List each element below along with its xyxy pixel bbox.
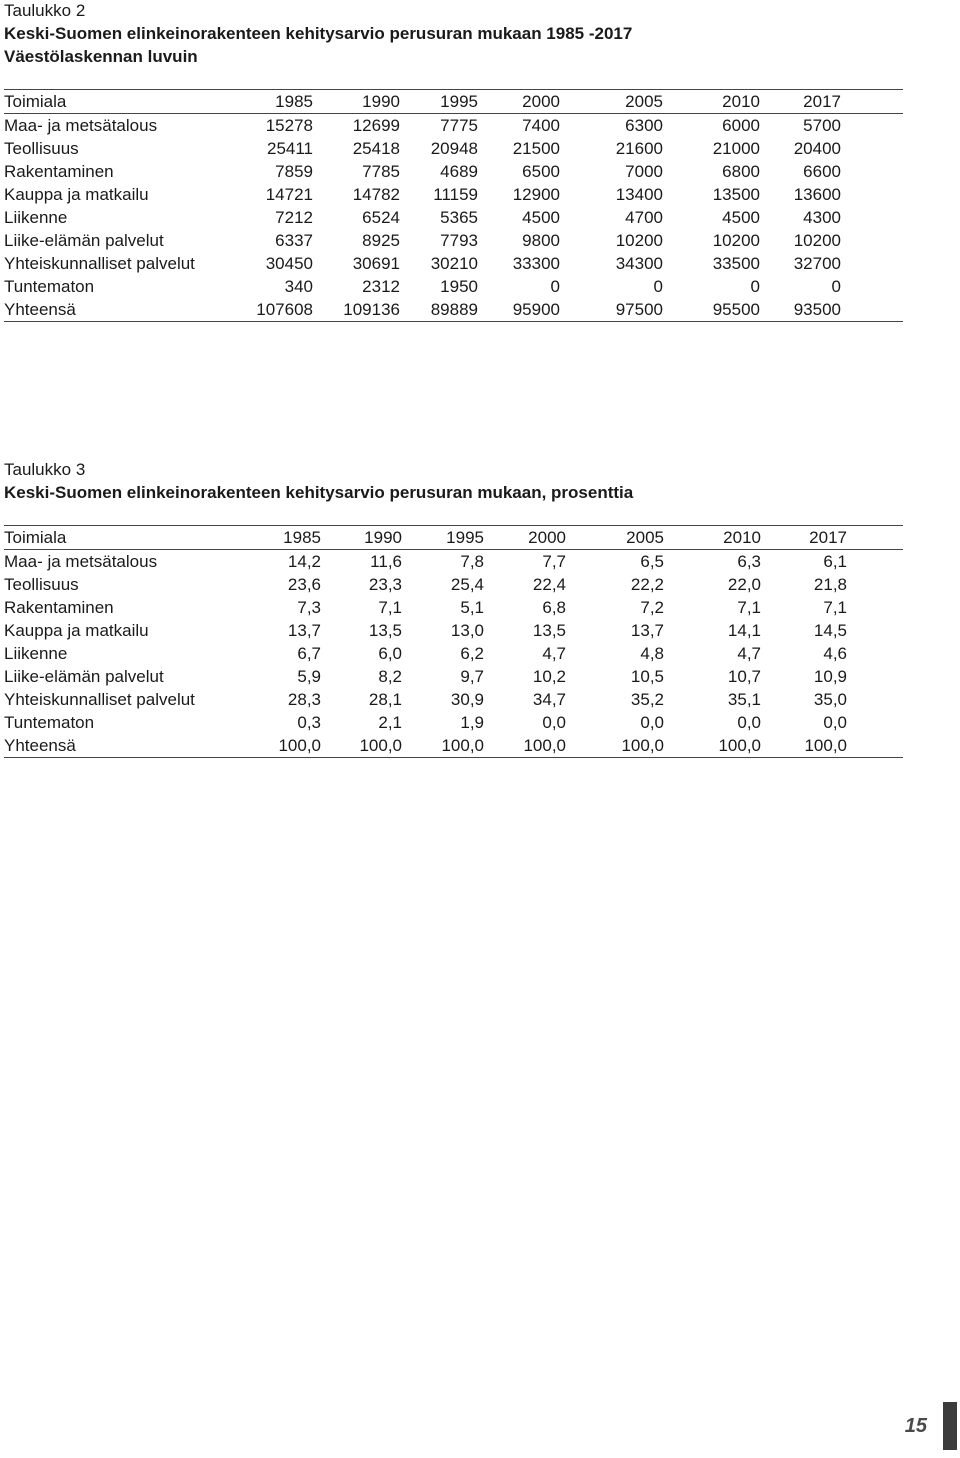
table-cell: 35,1 [727,690,761,709]
table-cell: 95900 [478,298,560,322]
column-header-year: 2005 [566,526,664,550]
row-label: Liikenne [4,208,68,227]
table-cell: 7000 [625,162,663,181]
table-cell: 100,0 [484,734,566,758]
row-label: Teollisuus [4,139,79,158]
table-cell: 30450 [265,254,313,273]
row-label: Tuntematon [4,713,95,732]
table-cell: 6,7 [297,644,321,663]
table-row [4,550,903,574]
table-cell: 6,0 [378,644,402,663]
table-cell: 11159 [433,185,478,204]
table-cell: 22,0 [727,575,761,594]
table2-subtitle: Väestölaskennan luvuin [4,47,198,66]
table-cell: 30210 [430,254,478,273]
table-cell: 340 [284,277,313,296]
row-spacer [841,160,903,183]
table-cell: 33300 [512,254,560,273]
table-cell: 4,8 [640,644,664,663]
table-cell: 14,5 [813,621,847,640]
column-header-year: 2010 [663,90,760,114]
table-cell: 9,7 [460,667,484,686]
table-cell: 23,3 [368,575,402,594]
row-spacer [847,688,903,711]
table-cell: 22,2 [630,575,664,594]
table-row [4,711,903,734]
table-cell: 23,6 [287,575,321,594]
row-label: Tuntematon [4,277,95,296]
table-cell: 2,1 [378,713,402,732]
table-cell: 35,2 [630,690,664,709]
table-cell: 5700 [803,116,841,135]
table-cell: 7,2 [640,598,664,617]
table-row [4,206,903,229]
row-label: Kauppa ja matkailu [4,185,149,204]
table-cell: 7775 [440,116,478,135]
table-cell: 0,3 [297,713,321,732]
table-cell: 5,9 [297,667,321,686]
table-cell: 97500 [560,298,663,322]
table-cell: 28,1 [368,690,402,709]
table-cell: 0,0 [823,713,847,732]
table2-title: Keski-Suomen elinkeinorakenteen kehitysarvio perusuran mukaan 1985 -2017 [4,24,633,43]
table-cell: 7,3 [297,598,321,617]
column-header-year: 1990 [321,526,402,550]
table-row [4,114,903,138]
table-cell: 7,8 [460,552,484,571]
row-label: Liike-elämän palvelut [4,231,164,250]
column-header-year: 2017 [760,90,841,114]
row-spacer [847,642,903,665]
table-cell: 7859 [275,162,313,181]
row-spacer [841,183,903,206]
row-spacer [841,114,903,138]
page-number: 15 [904,1415,927,1437]
table-cell: 100,0 [240,734,321,758]
table-row [4,642,903,665]
table-cell: 93500 [760,298,841,322]
row-spacer [847,573,903,596]
table-cell: 4500 [522,208,560,227]
table-cell: 13,0 [450,621,484,640]
table-cell: 4,7 [737,644,761,663]
table-cell: 100,0 [321,734,402,758]
table2-label: Taulukko 2 [4,1,86,20]
table-row [4,573,903,596]
table-cell: 6,5 [640,552,664,571]
table-cell: 7,1 [737,598,761,617]
table-cell: 0 [750,277,760,296]
table-cell: 4689 [440,162,478,181]
table-cell: 21000 [712,139,760,158]
table-cell: 21600 [615,139,663,158]
table-cell: 10200 [793,231,841,250]
row-spacer [841,252,903,275]
table-cell: 7793 [440,231,478,250]
table-cell: 10,5 [630,667,664,686]
table2-section [4,0,903,322]
row-spacer [841,206,903,229]
table-cell: 4,7 [542,644,566,663]
table-cell: 14721 [265,185,313,204]
column-header-year: 1985 [240,526,321,550]
table-cell: 4500 [722,208,760,227]
column-header-year: 2017 [761,526,847,550]
table-cell: 34,7 [532,690,566,709]
table-cell: 0,0 [737,713,761,732]
table2 [4,89,903,322]
table-cell: 9800 [522,231,560,250]
table-cell: 109136 [313,298,400,322]
table-cell: 25,4 [450,575,484,594]
table3-title: Keski-Suomen elinkeinorakenteen kehitysarvio perusuran mukaan, prosenttia [4,483,634,502]
table-cell: 7785 [362,162,400,181]
table-cell: 2312 [362,277,400,296]
table-cell: 6800 [722,162,760,181]
table-cell: 6,2 [460,644,484,663]
table-cell: 4300 [803,208,841,227]
table-cell: 13,7 [287,621,321,640]
table-cell: 8,2 [378,667,402,686]
table-cell: 30691 [352,254,400,273]
table-row [4,298,903,322]
table-cell: 11,6 [370,552,402,571]
table-cell: 100,0 [664,734,761,758]
row-label: Liike-elämän palvelut [4,667,164,686]
table-cell: 6,8 [542,598,566,617]
table-cell: 28,3 [287,690,321,709]
table-cell: 5,1 [460,598,484,617]
table-row [4,734,903,758]
table-cell: 30,9 [450,690,484,709]
table-cell: 10,7 [727,667,761,686]
row-label: Yhteensä [4,298,240,322]
table-row [4,619,903,642]
row-spacer [847,619,903,642]
row-label: Teollisuus [4,575,79,594]
table-cell: 13,5 [532,621,566,640]
header-spacer [841,90,903,114]
table-cell: 15278 [265,116,313,135]
table3-section [4,459,903,758]
table-cell: 8925 [362,231,400,250]
row-label: Yhteiskunnalliset palvelut [4,254,195,273]
table-cell: 89889 [400,298,478,322]
table-cell: 14,2 [287,552,321,571]
table-cell: 4700 [625,208,663,227]
table-cell: 12699 [352,116,400,135]
table-cell: 35,0 [813,690,847,709]
table-cell: 32700 [793,254,841,273]
table-cell: 0,0 [640,713,664,732]
header-row [4,526,903,550]
table-cell: 13400 [615,185,663,204]
row-label: Kauppa ja matkailu [4,621,149,640]
table-cell: 22,4 [532,575,566,594]
table-cell: 0 [831,277,841,296]
table-cell: 21500 [512,139,560,158]
table-cell: 7,7 [542,552,566,571]
table-row [4,252,903,275]
column-header-year: 1995 [400,90,478,114]
row-label: Liikenne [4,644,68,663]
table-cell: 0 [653,277,663,296]
row-spacer [841,137,903,160]
table-row [4,137,903,160]
table-cell: 100,0 [402,734,484,758]
table-row [4,229,903,252]
table-row [4,275,903,298]
table-cell: 6300 [625,116,663,135]
table-cell: 100,0 [566,734,664,758]
table-cell: 10,2 [532,667,566,686]
header-spacer [847,526,903,550]
table-cell: 107608 [240,298,313,322]
table-cell: 7,1 [378,598,402,617]
column-header-year: 1990 [313,90,400,114]
table-cell: 6,1 [823,552,847,571]
table-cell: 13500 [712,185,760,204]
table-cell: 13600 [793,185,841,204]
column-header-toimiala: Toimiala [4,526,240,550]
table-cell: 1,9 [460,713,484,732]
table-cell: 7400 [522,116,560,135]
row-label: Rakentaminen [4,162,114,181]
table-cell: 0 [550,277,560,296]
table-cell: 1950 [440,277,478,296]
header-row [4,90,903,114]
column-header-year: 2010 [664,526,761,550]
table-cell: 4,6 [823,644,847,663]
table-cell: 13,5 [368,621,402,640]
table-row [4,596,903,619]
table-cell: 7,1 [823,598,847,617]
table-cell: 0,0 [542,713,566,732]
table-cell: 21,8 [813,575,847,594]
row-label: Yhteiskunnalliset palvelut [4,690,195,709]
row-spacer [841,229,903,252]
row-spacer [847,665,903,688]
table-cell: 10200 [712,231,760,250]
table-cell: 10200 [615,231,663,250]
row-label: Rakentaminen [4,598,114,617]
row-spacer [847,550,903,574]
column-header-year: 2000 [478,90,560,114]
table-cell: 25418 [352,139,400,158]
page-corner-mark [943,1402,957,1450]
table-cell: 33500 [712,254,760,273]
table-row [4,183,903,206]
column-header-toimiala: Toimiala [4,90,240,114]
table-cell: 20400 [793,139,841,158]
table-cell: 5365 [440,208,478,227]
row-spacer [847,711,903,734]
table-cell: 100,0 [761,734,847,758]
column-header-year: 2005 [560,90,663,114]
table-cell: 20948 [430,139,478,158]
row-spacer [847,734,903,758]
table-row [4,688,903,711]
row-spacer [847,596,903,619]
table-cell: 6500 [522,162,560,181]
table-cell: 25411 [266,139,313,158]
table-cell: 13,7 [630,621,664,640]
table-cell: 6000 [722,116,760,135]
row-spacer [841,298,903,322]
row-label: Maa- ja metsätalous [4,552,158,571]
table-row [4,665,903,688]
column-header-year: 1985 [240,90,313,114]
table-cell: 7212 [275,208,313,227]
table3 [4,525,903,758]
table-cell: 10,9 [813,667,847,686]
table-cell: 6524 [362,208,400,227]
table-cell: 6600 [803,162,841,181]
table-cell: 6,3 [737,552,761,571]
table-cell: 34300 [615,254,663,273]
table-row [4,160,903,183]
table-cell: 14,1 [727,621,761,640]
table-cell: 95500 [663,298,760,322]
row-spacer [841,275,903,298]
table-cell: 14782 [352,185,400,204]
column-header-year: 2000 [484,526,566,550]
column-header-year: 1995 [402,526,484,550]
row-label: Maa- ja metsätalous [4,116,158,135]
row-label: Yhteensä [4,734,240,758]
table-cell: 6337 [275,231,313,250]
table-cell: 12900 [512,185,560,204]
table3-label: Taulukko 3 [4,460,86,479]
